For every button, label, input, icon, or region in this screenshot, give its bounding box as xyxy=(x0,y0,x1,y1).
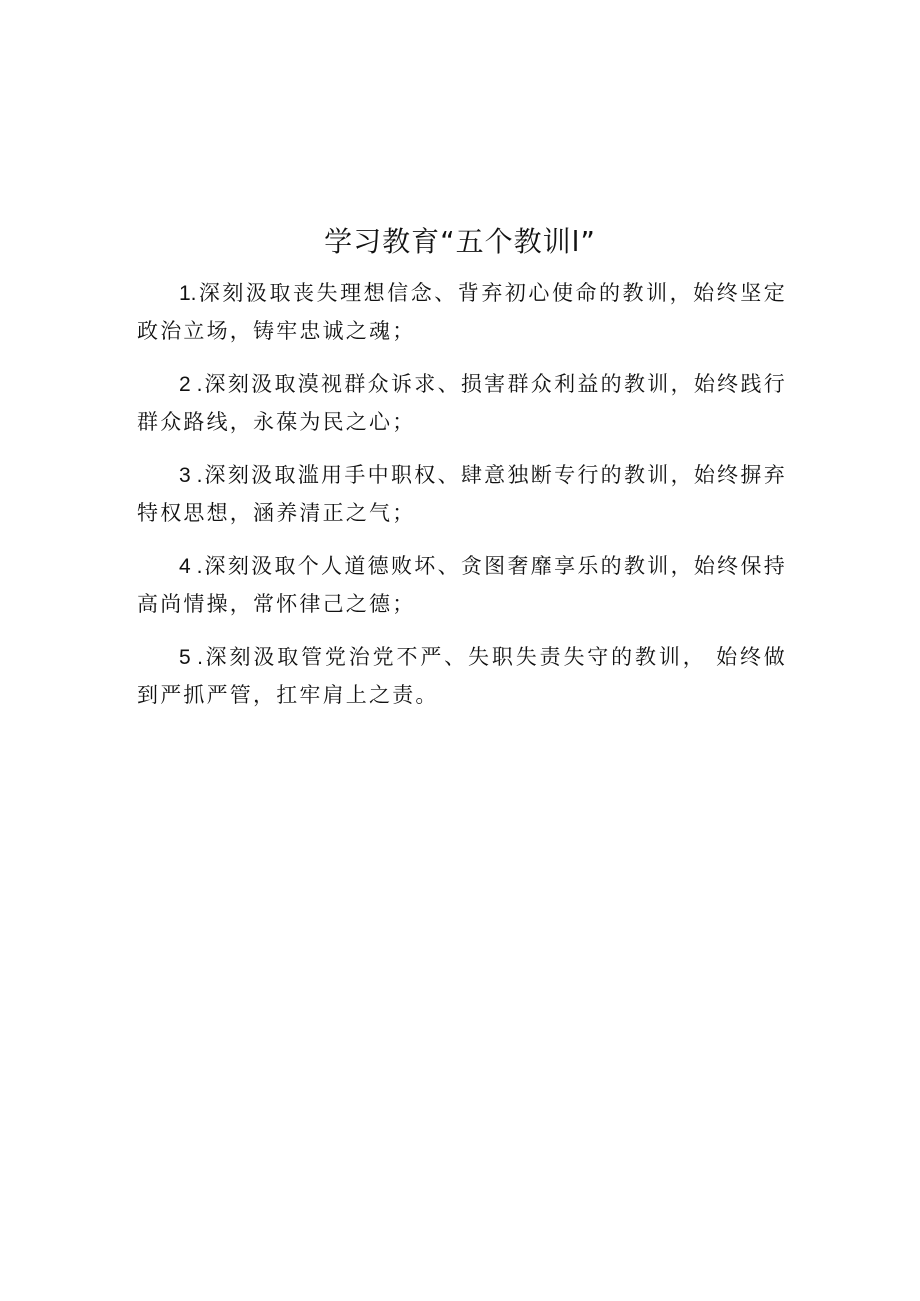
item-text: 深刻汲取漠视群众诉求、损害群众利益的教训，始终践行群众路线，永葆为民之心； xyxy=(137,372,787,434)
item-text: 深刻汲取滥用手中职权、肆意独断专行的教训，始终摒弃特权思想，涵养清正之气； xyxy=(137,463,787,525)
item-text: 深刻汲取个人道德败坏、贪图奢靡享乐的教训，始终保持高尚情操，常怀律己之德； xyxy=(137,554,787,616)
list-item-5 xyxy=(137,639,787,713)
item-number: 3 . xyxy=(179,464,203,487)
item-text: 深刻汲取管党治党不严、失职失责失守的教训， 始终做到严抓严管，扛牢肩上之责。 xyxy=(137,645,787,707)
item-number: 4 . xyxy=(179,555,203,578)
list-item-2 xyxy=(137,366,787,440)
list-item-4 xyxy=(137,548,787,622)
document-title: 学习教育“五个教训l” xyxy=(324,225,596,258)
list-item-1 xyxy=(137,275,787,349)
item-number: 2 . xyxy=(179,373,203,396)
list-item-3 xyxy=(137,457,787,531)
item-number: 5 . xyxy=(179,646,204,669)
item-text: 深刻汲取丧失理想信念、背弃初心使命的教训，始终坚定政治立场，铸牢忠诚之魂； xyxy=(137,281,787,343)
document-body xyxy=(137,275,787,730)
item-number: 1. xyxy=(179,282,197,305)
